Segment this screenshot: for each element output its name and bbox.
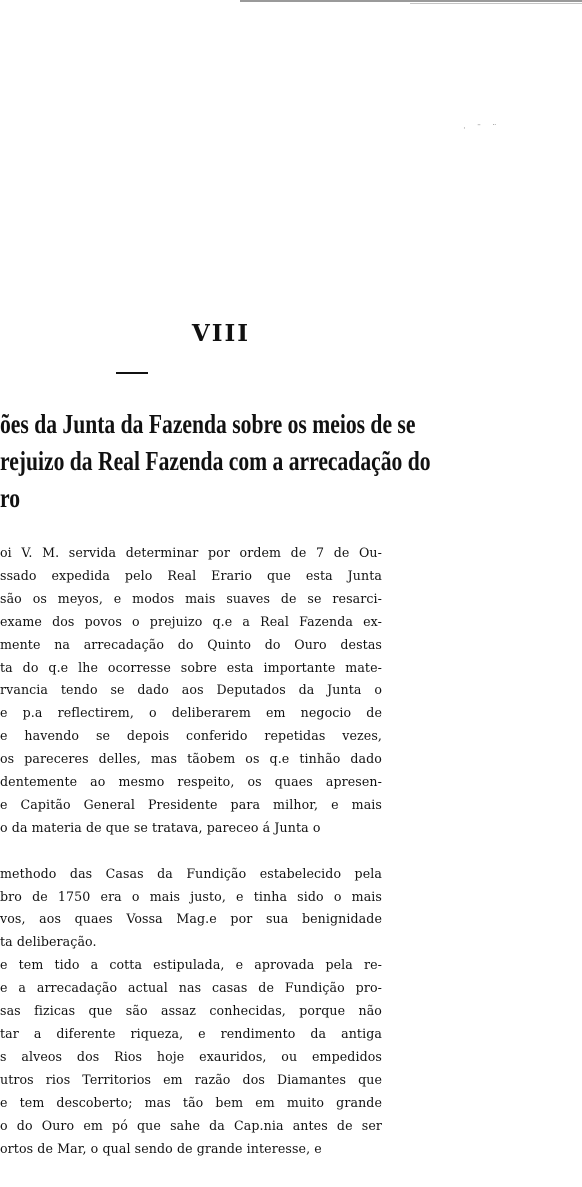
body-line: dentemente ao mesmo respeito, os quaes apresen- (0, 774, 382, 790)
body-line: utros rios Territorios em razão dos Diamantes que (0, 1071, 382, 1087)
chapter-number: VIII (191, 320, 250, 347)
chapter-divider (116, 372, 148, 374)
body-line: ssado expedida pelo Real Erario que esta Junta (0, 567, 382, 583)
top-edge-rule-faint (410, 3, 582, 4)
body-line: e tem tido a cotta estipulada, e aprovada pela re- (0, 957, 382, 973)
body-line: e havendo se depois conferido repetidas vezes, (0, 728, 382, 744)
body-line: bro de 1750 era o mais justo, e tinha sido o mais (0, 888, 382, 904)
body-line: e Capitão General Presidente para milhor, e mais (0, 796, 382, 812)
body-line: vos, aos quaes Vossa Mag.e por sua benignidade (0, 911, 382, 927)
page-speck-marks: · ¯ ¨ (463, 124, 501, 134)
body-text (0, 542, 382, 1160)
body-line: exame dos povos o prejuizo q.e a Real Fazenda ex- (0, 613, 382, 629)
body-line: e tem descoberto; mas tão bem em muito grande (0, 1094, 382, 1110)
body-line: oi V. M. servida determinar por ordem de 7 de Ou- (0, 545, 382, 560)
chapter-title-line: ro (0, 483, 20, 513)
body-line: e a arrecadação actual nas casas de Fundição pro- (0, 980, 382, 996)
body-line: s alveos dos Rios hoje exauridos, ou empedidos (0, 1048, 382, 1064)
body-line: os pareceres delles, mas tãobem os q.e tinhão dado (0, 751, 382, 767)
chapter-title-line: rejuizo da Real Fazenda com a arrecadação do (0, 446, 431, 476)
body-line: e p.a reflectirem, o deliberarem em negocio de (0, 705, 382, 721)
top-edge-rule (240, 0, 582, 2)
body-line: o da materia de que se tratava, pareceo á Junta o (0, 819, 321, 835)
body-line: são os meyos, e modos mais suaves de se resarci- (0, 590, 382, 606)
body-line (0, 840, 382, 863)
body-line: mente na arrecadação do Quinto do Ouro destas (0, 636, 382, 652)
body-line: ta deliberação. (0, 934, 97, 950)
body-line: sas fizicas que são assaz conhecidas, porque não (0, 1003, 382, 1019)
body-line: ortos de Mar, o qual sendo de grande interesse, e (0, 1140, 322, 1156)
body-line: ta do q.e lhe ocorresse sobre esta importante mate- (0, 659, 382, 675)
chapter-title-line: ões da Junta da Fazenda sobre os meios de se (0, 409, 416, 439)
body-line: o do Ouro em pó que sahe da Cap.nia antes de ser (0, 1117, 382, 1133)
body-line: rvancia tendo se dado aos Deputados da Junta o (0, 682, 382, 698)
body-line: methodo das Casas da Fundição estabelecido pela (0, 865, 382, 881)
chapter-title (0, 406, 431, 517)
body-line: tar a diferente riqueza, e rendimento da antiga (0, 1026, 382, 1042)
